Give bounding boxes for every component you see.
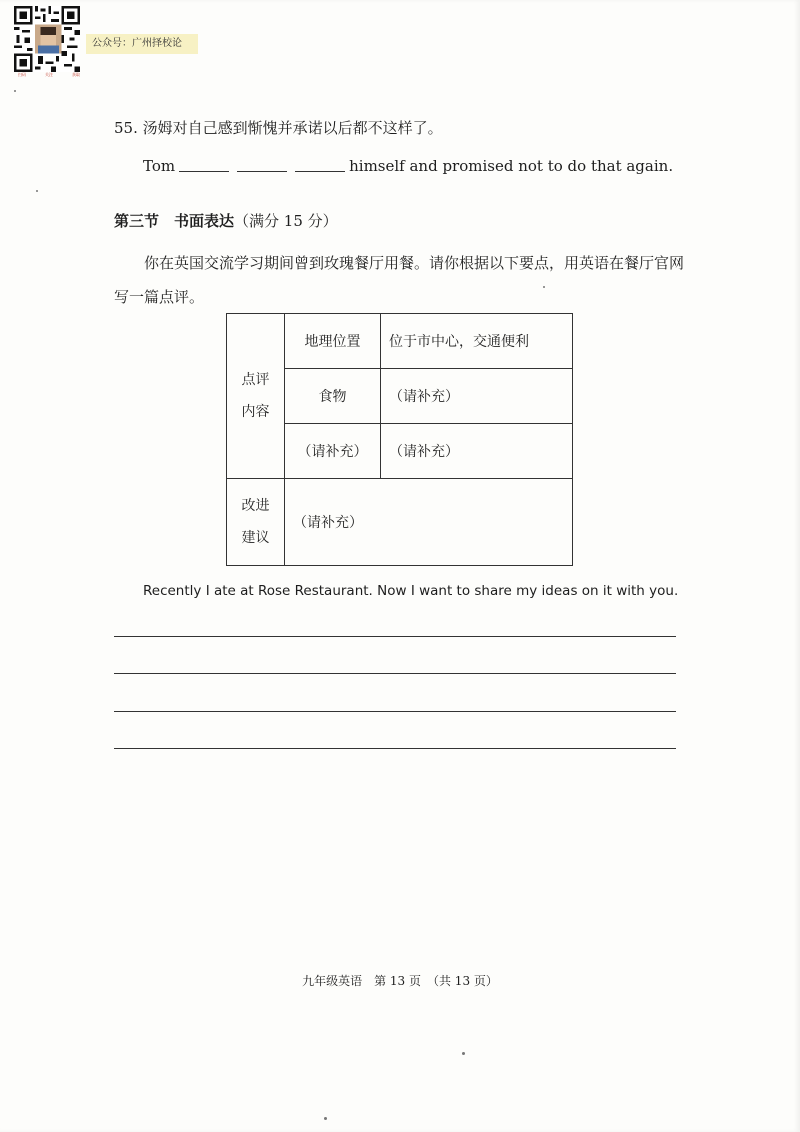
qr-caption-3: 获取	[72, 72, 80, 77]
essay-opening: Recently I ate at Rose Restaurant. Now I want to share my ideas on it with you.	[143, 583, 679, 599]
section-score: （满分 15 分）	[234, 212, 338, 230]
answer-blank-3[interactable]	[295, 157, 345, 172]
food-key: 食物	[285, 369, 381, 424]
qr-caption-1: 扫码	[18, 72, 26, 77]
extra-key: （请补充）	[285, 424, 381, 479]
writing-line-1[interactable]	[114, 636, 676, 637]
sentence-subject: Tom	[143, 157, 176, 175]
sentence-rest: himself and promised not to do that again.	[349, 157, 674, 175]
writing-line-2[interactable]	[114, 673, 676, 674]
qr-caption	[18, 72, 80, 78]
location-value: 位于市中心，交通便利	[381, 314, 573, 369]
writing-line-3[interactable]	[114, 711, 676, 712]
scan-speck	[14, 90, 16, 92]
wechat-banner: 公众号：广州择校论	[86, 34, 198, 54]
scan-speck	[543, 286, 545, 288]
qr-caption-2: 关注	[45, 72, 53, 77]
scan-speck	[462, 1052, 465, 1055]
writing-instruction: 你在英国交流学习期间曾到玫瑰餐厅用餐。请你根据以下要点，用英语在餐厅官网写一篇点评。	[114, 254, 685, 306]
section-title-text: 第三节 书面表达	[114, 212, 235, 230]
suggestion-label: 改进 建议	[227, 479, 285, 566]
scan-speck	[36, 190, 38, 192]
location-key: 地理位置	[285, 314, 381, 369]
writing-line-4[interactable]	[114, 748, 676, 749]
scan-speck	[324, 1117, 327, 1120]
page-footer: 九年级英语 第 13 页 （共 13 页）	[302, 974, 498, 988]
food-value: （请补充）	[381, 369, 573, 424]
answer-blank-2[interactable]	[237, 157, 287, 172]
answer-blank-1[interactable]	[179, 157, 229, 172]
section-title	[114, 210, 338, 231]
question-55-prompt: 55. 汤姆对自己感到惭愧并承诺以后都不这样了。	[114, 119, 443, 137]
question-55-sentence	[143, 157, 673, 175]
outline-table	[226, 313, 573, 566]
extra-value: （请补充）	[381, 424, 573, 479]
review-content-label: 点评 内容	[227, 314, 285, 479]
qr-code-icon	[14, 6, 80, 72]
suggestion-value: （请补充）	[285, 479, 573, 566]
